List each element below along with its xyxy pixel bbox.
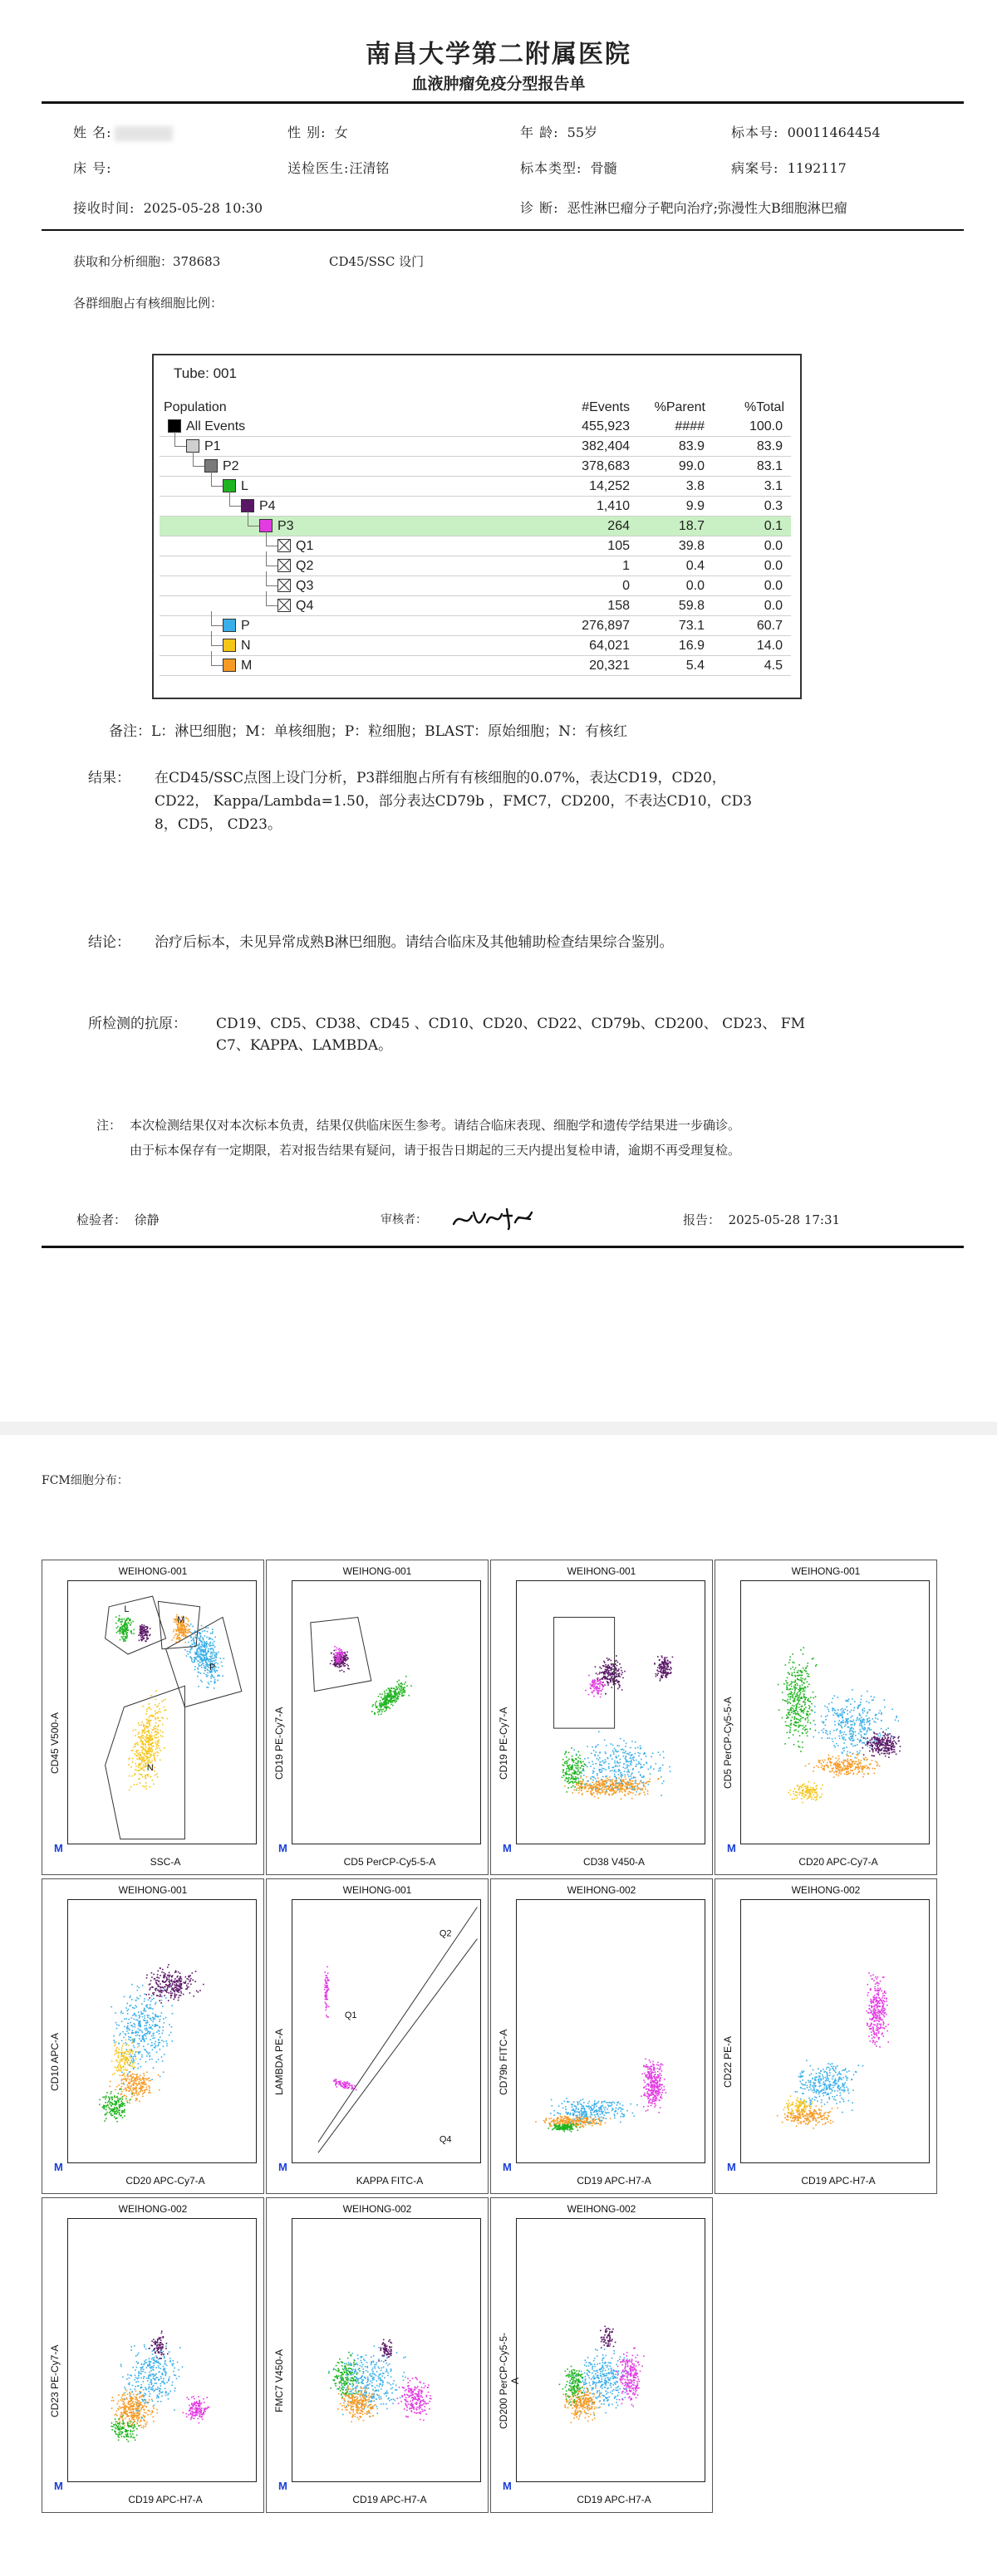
population-name: P4 [259, 499, 276, 513]
plot-title: WEIHONG-002 [118, 2203, 188, 2215]
population-row [160, 437, 791, 457]
sex-field: 性 别: 女 [287, 125, 348, 140]
header-total: %Total [744, 400, 784, 414]
result-line-1: 在CD45/SSC点图上设门分析，P3群细胞占所有有核细胞的0.07%，表达CD19，CD20， [155, 770, 726, 786]
population-name: P1 [204, 439, 221, 453]
tree-connector [266, 531, 267, 546]
note-label: 注： [96, 1118, 122, 1133]
axis-marker-icon: M [54, 1842, 63, 1854]
plot-x-label: KAPPA FITC-A [356, 2175, 424, 2187]
population-color-swatch [223, 619, 236, 632]
plot-x-label: CD5 PerCP-Cy5-5-A [343, 1856, 436, 1868]
tree-connector [211, 665, 223, 666]
population-events: 20,321 [589, 659, 630, 673]
antigens-label: 所检测的抗原： [88, 1016, 187, 1032]
population-row [160, 596, 791, 616]
case-no-field: 病案号: 1192117 [731, 160, 847, 176]
tree-connector [266, 605, 277, 606]
population-row [160, 477, 791, 497]
population-name: Q4 [296, 599, 314, 613]
fcm-dot-plot [490, 2197, 713, 2513]
plot-title: WEIHONG-002 [342, 2203, 412, 2215]
gate-quadrant-icon [277, 599, 291, 612]
population-total-pct: 0.0 [764, 539, 783, 553]
plot-x-label: CD19 APC-H7-A [577, 2494, 651, 2505]
population-name: N [241, 639, 251, 653]
population-events: 264 [607, 519, 630, 533]
gate-method: CD45/SSC 设门 [329, 254, 425, 269]
tree-connector [174, 432, 175, 447]
plot-title: WEIHONG-001 [118, 1884, 188, 1896]
population-color-swatch [223, 659, 236, 672]
fcm-dot-plot [266, 1878, 489, 2194]
axis-marker-icon: M [54, 2480, 63, 2492]
tree-connector [266, 585, 277, 586]
plot-frame [67, 1580, 257, 1844]
result-line-2: CD22， Kappa/Lambda=1.50，部分表达CD79b ，FMC7，CD200，不表达CD10，CD3 [155, 793, 753, 810]
antigens-line-2: C7、KAPPA、LAMBDA。 [216, 1037, 393, 1054]
population-color-swatch [204, 459, 218, 473]
population-parent-pct: 18.7 [678, 519, 705, 533]
population-events: 455,923 [582, 419, 630, 433]
redacted-name [115, 126, 173, 141]
population-total-pct: 0.1 [764, 519, 783, 533]
population-parent-pct: 83.9 [678, 439, 705, 453]
population-total-pct: 100.0 [749, 419, 783, 433]
plot-x-label: CD19 APC-H7-A [801, 2175, 876, 2187]
population-name: M [241, 659, 253, 673]
plot-y-label: CD23 PE-Cy7-A [49, 2344, 61, 2417]
population-events: 276,897 [582, 619, 630, 633]
hospital-name: 南昌大学第二附属医院 [366, 40, 631, 69]
population-parent-pct: 59.8 [678, 599, 705, 613]
tree-connector [211, 625, 223, 626]
population-total-pct: 60.7 [756, 619, 783, 633]
plot-x-label: CD20 APC-Cy7-A [798, 1856, 878, 1868]
plot-title: WEIHONG-002 [791, 1884, 861, 1896]
population-events: 1,410 [596, 499, 630, 513]
population-parent-pct: 16.9 [678, 639, 705, 653]
population-color-swatch [241, 499, 254, 512]
tree-connector [211, 631, 212, 646]
gate-quadrant-icon [277, 579, 291, 592]
plot-frame [516, 1899, 705, 2163]
gate-label: Q2 [439, 1928, 452, 1939]
tree-connector [229, 506, 241, 507]
plot-title: WEIHONG-001 [342, 1565, 412, 1577]
report-title: 血液肿瘤免疫分型报告单 [411, 75, 586, 93]
population-name: P [241, 619, 250, 633]
plot-frame [740, 1899, 930, 2163]
population-total-pct: 83.9 [756, 439, 783, 453]
axis-marker-icon: M [278, 2161, 287, 2173]
plot-y-label: CD200 PerCP-Cy5-5-A [498, 2332, 521, 2430]
plot-y-label: FMC7 V450-A [273, 2348, 285, 2413]
page-separator [0, 1422, 997, 1435]
plot-y-label: CD5 PerCP-Cy5-5-A [722, 1697, 734, 1790]
population-row [160, 517, 791, 536]
plot-title: WEIHONG-001 [118, 1565, 188, 1577]
axis-marker-icon: M [278, 1842, 287, 1854]
note-line-2: 由于标本保存有一定期限，若对报告结果有疑问，请于报告日期起的三天内提出复检申请，逾期不再受理复检。 [130, 1143, 741, 1158]
bed-field: 床 号: [73, 160, 112, 176]
plot-frame [516, 1580, 705, 1844]
info-rule [42, 229, 964, 231]
fcm-dot-plot [266, 1560, 489, 1875]
plot-title: WEIHONG-001 [791, 1565, 861, 1577]
received-field: 接收时间: 2025-05-28 10:30 [73, 200, 263, 216]
population-events: 0 [622, 579, 630, 593]
plot-frame [67, 1899, 257, 2163]
population-total-pct: 14.0 [756, 639, 783, 653]
population-name: P3 [277, 519, 294, 533]
gate-quadrant-icon [277, 539, 291, 552]
population-parent-pct: 99.0 [678, 459, 705, 473]
header-rule [42, 101, 964, 104]
plot-frame [67, 2218, 257, 2482]
population-color-swatch [223, 479, 236, 492]
axis-marker-icon: M [503, 2161, 512, 2173]
axis-marker-icon: M [54, 2161, 63, 2173]
plot-frame [292, 1899, 481, 2163]
population-row [160, 556, 791, 576]
axis-marker-icon: M [278, 2480, 287, 2492]
fcm-dot-plot [490, 1560, 713, 1875]
gate-label: P [209, 1663, 216, 1673]
population-row [160, 616, 791, 636]
population-color-swatch [259, 519, 273, 532]
plot-y-label: CD22 PE-A [722, 2035, 734, 2089]
plot-x-label: CD19 APC-H7-A [352, 2494, 427, 2505]
plot-y-label: CD10 APC-A [49, 2032, 61, 2092]
population-events: 64,021 [589, 639, 630, 653]
axis-marker-icon: M [727, 1842, 736, 1854]
axis-marker-icon: M [503, 1842, 512, 1854]
population-name: L [241, 479, 248, 493]
plot-title: WEIHONG-001 [342, 1884, 412, 1896]
note-line-1: 本次检测结果仅对本次标本负责，结果仅供临床医生参考。请结合临床表现、细胞学和遗传学结果进一步确诊。 [130, 1118, 741, 1133]
diagnosis-field: 诊 断: 恶性淋巴瘤分子靶向治疗;弥漫性大B细胞淋巴瘤 [520, 200, 847, 216]
antigens-line-1: CD19、CD5、CD38、CD45 、CD10、CD20、CD22、CD79b、CD200、 CD23、 FM [216, 1016, 805, 1032]
plot-frame [292, 2218, 481, 2482]
population-parent-pct: 73.1 [678, 619, 705, 633]
population-parent-pct: #### [675, 419, 705, 433]
result-label: 结果： [88, 770, 130, 786]
ratio-heading: 各群细胞占有核细胞比例： [73, 296, 223, 311]
gate-quadrant-icon [277, 559, 291, 572]
gate-label: L [124, 1604, 130, 1615]
analysis-cells: 获取和分析细胞：378683 [73, 254, 221, 269]
population-total-pct: 0.0 [764, 559, 783, 573]
conclusion-text: 治疗后标本，未见异常成熟B淋巴细胞。请结合临床及其他辅助检查结果综合鉴别。 [155, 934, 674, 951]
report-time-field: 报告： 2025-05-28 17:31 [683, 1212, 841, 1227]
population-total-pct: 4.5 [764, 659, 783, 673]
examiner-field: 检验者： 徐静 [76, 1212, 160, 1227]
population-parent-pct: 0.0 [685, 579, 705, 593]
name-field: 姓 名: [73, 122, 173, 141]
population-row [160, 536, 791, 556]
population-total-pct: 3.1 [764, 479, 783, 493]
population-name: All Events [186, 419, 246, 433]
fcm-dot-plot [715, 1878, 937, 2194]
specimen-type-field: 标本类型: 骨髓 [520, 160, 617, 176]
population-color-swatch [168, 419, 181, 433]
population-events: 378,683 [582, 459, 630, 473]
plot-frame [740, 1580, 930, 1844]
fcm-dot-plot [42, 1878, 264, 2194]
fcm-dot-plot [266, 2197, 489, 2513]
tree-connector [211, 651, 212, 666]
population-row [160, 457, 791, 477]
gate-label: Q4 [439, 2134, 452, 2145]
population-row [160, 497, 791, 517]
population-total-pct: 0.0 [764, 579, 783, 593]
fcm-dot-plot [490, 1878, 713, 2194]
plot-y-label: CD19 PE-Cy7-A [498, 1707, 509, 1780]
result-line-3: 8，CD5， CD23。 [155, 816, 282, 833]
population-color-swatch [223, 639, 236, 652]
tree-connector [193, 452, 194, 467]
population-name: Q1 [296, 539, 314, 553]
population-name: Q3 [296, 579, 314, 593]
plot-x-label: CD38 V450-A [582, 1856, 646, 1868]
population-row [160, 576, 791, 596]
population-events: 105 [607, 539, 630, 553]
population-name: P2 [223, 459, 239, 473]
plot-title: WEIHONG-001 [567, 1565, 636, 1577]
tree-connector [211, 645, 223, 646]
tree-connector [193, 466, 204, 467]
population-events: 158 [607, 599, 630, 613]
fcm-dot-plot [42, 1560, 264, 1875]
gate-label: M [177, 1614, 185, 1625]
tree-connector [266, 591, 267, 606]
header-parent: %Parent [654, 400, 705, 414]
tree-connector [211, 611, 212, 626]
plot-x-label: CD20 APC-Cy7-A [125, 2175, 205, 2187]
tree-connector [229, 492, 230, 507]
plot-title: WEIHONG-002 [567, 2203, 636, 2215]
population-total-pct: 0.3 [764, 499, 783, 513]
population-events: 1 [622, 559, 630, 573]
population-color-swatch [186, 439, 199, 453]
tree-connector [211, 472, 212, 487]
population-parent-pct: 39.8 [678, 539, 705, 553]
population-events: 14,252 [589, 479, 630, 493]
reviewer-label: 审核者： [381, 1213, 427, 1227]
conclusion-label: 结论： [88, 934, 130, 951]
plot-y-label: CD79b FITC-A [498, 2029, 509, 2095]
plot-x-label: SSC-A [150, 1856, 181, 1868]
population-total-pct: 83.1 [756, 459, 783, 473]
fcm-title: FCM细胞分布： [42, 1474, 129, 1487]
population-parent-pct: 0.4 [685, 559, 705, 573]
reviewer-signature [449, 1204, 540, 1232]
population-table [152, 354, 802, 699]
population-row [160, 636, 791, 656]
plot-y-label: LAMBDA PE-A [273, 2028, 285, 2096]
population-parent-pct: 5.4 [685, 659, 705, 673]
plot-x-label: CD19 APC-H7-A [577, 2175, 651, 2187]
header-events: #Events [582, 400, 630, 414]
population-total-pct: 0.0 [764, 599, 783, 613]
population-row [160, 417, 791, 437]
tree-connector [174, 446, 186, 447]
population-parent-pct: 3.8 [685, 479, 705, 493]
specimen-no-field: 标本号: 00011464454 [731, 125, 881, 140]
tree-connector [266, 571, 267, 586]
doctor-field: 送检医生:汪清铭 [287, 160, 390, 176]
fcm-dot-plot [42, 2197, 264, 2513]
remark-line: 备注：L：淋巴细胞；M：单核细胞；P：粒细胞；BLAST：原始细胞；N：有核红 [109, 723, 628, 740]
population-events: 382,404 [582, 439, 630, 453]
plot-frame [516, 2218, 705, 2482]
population-name: Q2 [296, 559, 314, 573]
population-parent-pct: 9.9 [685, 499, 705, 513]
header-population: Population [164, 400, 227, 414]
tree-connector [266, 551, 267, 566]
gate-label: N [146, 1762, 154, 1773]
footer-rule [42, 1246, 964, 1248]
fcm-dot-plot [715, 1560, 937, 1875]
population-row [160, 656, 791, 676]
age-field: 年 龄: 55岁 [520, 125, 598, 140]
axis-marker-icon: M [503, 2480, 512, 2492]
tree-connector [211, 486, 223, 487]
plot-frame [292, 1580, 481, 1844]
axis-marker-icon: M [727, 2161, 736, 2173]
plot-y-label: CD45 V500-A [49, 1712, 61, 1775]
tube-label: Tube: 001 [174, 365, 237, 381]
gate-label: Q1 [344, 2010, 357, 2021]
plot-y-label: CD19 PE-Cy7-A [273, 1707, 285, 1780]
plot-title: WEIHONG-002 [567, 1884, 636, 1896]
plot-x-label: CD19 APC-H7-A [128, 2494, 203, 2505]
